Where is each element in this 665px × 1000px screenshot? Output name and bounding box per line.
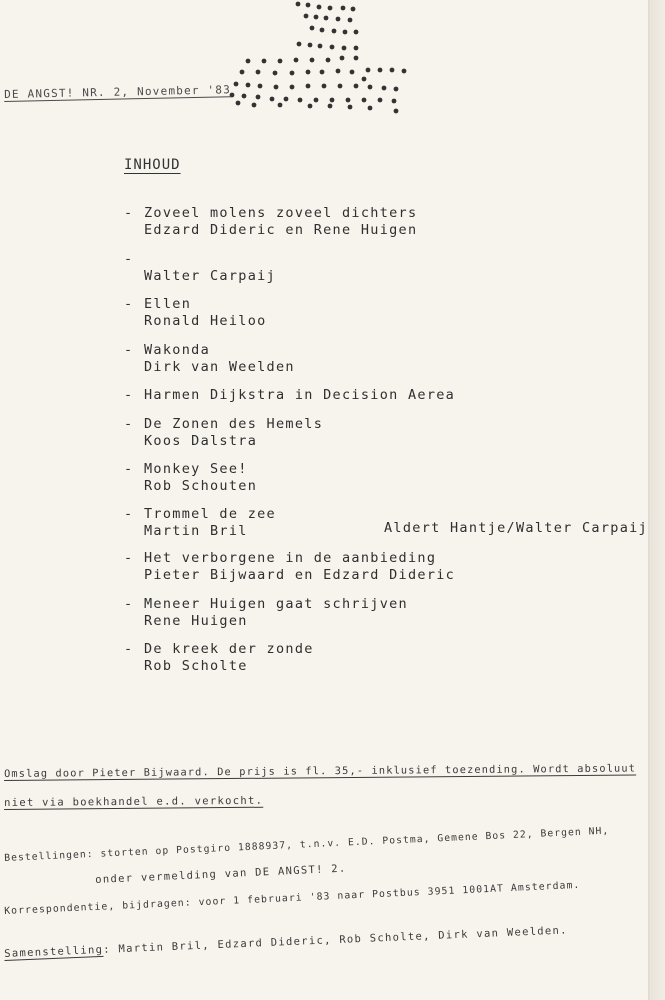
logo-dot [306,84,311,89]
logo-dot [290,85,295,90]
toc-entry: - Meneer Huigen gaat schrijven Rene Huigen [124,596,408,629]
logo-dot [326,58,331,63]
logo-dot [320,28,325,33]
toc-entry: - Monkey See! Rob Schouten [124,461,258,494]
logo-dot [362,77,367,82]
logo-dot [314,15,319,20]
logo-dot [304,14,309,19]
logo-dot [296,2,301,7]
logo-dot [294,58,299,63]
logo-dot [274,85,279,90]
extra-credit: Aldert Hantje/Walter Carpaij [384,520,648,536]
page-edge [651,0,665,1000]
logo-dot [252,103,257,108]
logo-dot [392,99,397,104]
logo-dot [314,98,319,103]
logo-dot [273,71,278,76]
logo-dot [332,29,337,34]
logo-dot [322,84,327,89]
logo-dot [308,43,313,48]
logo-dot [362,98,367,103]
toc-entry: - Zoveel molens zoveel dichters Edzard Dideric en Rene Huigen [124,205,418,238]
logo-dot [368,85,373,90]
logo-dot [348,105,353,110]
toc-entry: - Trommel de zee Martin Bril [124,506,276,539]
logo-dot [236,101,241,106]
logo-dot [343,30,348,35]
logo-dot [394,87,399,92]
logo-dot [341,6,346,11]
logo-dot [278,59,283,64]
logo-dot [354,46,359,51]
logo-dot [368,106,373,111]
toc-entry: - Ellen Ronald Heiloo [124,296,267,329]
logo-dot [317,5,322,10]
toc-entry: - De Zonen des Hemels Koos Dalstra [124,416,324,449]
dotted-angst-logo [220,0,420,115]
correspondence-line: Korrespondentie, bijdragen: voor 1 februari '83 naar Postbus 3951 1001AT Amsterdam. [4,879,581,917]
orders-line-1: Bestellingen: storten op Postgiro 1888937, t.n.v. E.D. Postma, Gemene Bos 22, Bergen NH, [4,825,610,864]
logo-dot [297,42,302,47]
logo-dot [310,58,315,63]
logo-dot [382,86,387,91]
toc-entry: - Walter Carpaij [124,251,276,284]
logo-dot [390,68,395,73]
logo-dot [354,30,359,35]
toc-entry: - Harmen Dijkstra in Decision Aerea [124,387,456,403]
logo-dot [330,45,335,50]
logo-dot [378,98,383,103]
logo-dot [246,83,251,88]
logo-dot [256,95,261,100]
issue-header: DE ANGST! NR. 2, November '83 [4,83,232,101]
toc-title: INHOUD [124,157,181,173]
logo-dot [354,56,359,61]
logo-dot [348,18,353,23]
logo-dot [278,103,283,108]
logo-dot [394,109,399,114]
logo-dot [262,59,267,64]
logo-dot [328,6,333,11]
cover-price-line-1: Omslag door Pieter Bijwaard. De prijs is fl. 35,- inklusief toezending. Wordt absoluut [4,762,637,780]
logo-dot [246,59,251,64]
cover-price-line-2: niet via boekhandel e.d. verkocht. [4,794,264,809]
logo-dot [324,16,329,21]
logo-dot [270,97,275,102]
logo-dot [366,68,371,73]
logo-dot [320,70,325,75]
editors-names: : Martin Bril, Edzard Dideric, Rob Scholte, Dirk van Weelden. [103,924,569,956]
logo-dot [240,70,245,75]
logo-dot [336,69,341,74]
toc-entry: - Het verborgene in de aanbieding Pieter Bijwaard en Edzard Dideric [124,550,456,583]
logo-dot [310,26,315,31]
logo-dot [234,82,239,87]
toc-entry: - De kreek der zonde Rob Scholte [124,641,314,674]
orders-line-2: onder vermelding van DE ANGST! 2. [95,862,347,886]
editors-label: Samenstelling [4,943,104,960]
logo-dot [378,68,383,73]
logo-dot [354,84,359,89]
logo-dot [351,7,356,12]
logo-dot [258,84,263,89]
logo-dot [402,69,407,74]
logo-dot [328,104,333,109]
logo-dot [350,70,355,75]
logo-dot [338,84,343,89]
logo-dot [342,46,347,51]
logo-dot [346,98,351,103]
logo-dot [340,56,345,61]
toc-entry: - Wakonda Dirk van Weelden [124,342,295,375]
logo-dot [306,70,311,75]
logo-dot [336,17,341,22]
logo-dot [318,44,323,49]
logo-dot [242,94,247,99]
logo-dot [306,3,311,8]
logo-dot [298,98,303,103]
logo-dot [308,104,313,109]
logo-dot [330,98,335,103]
logo-dot [284,97,289,102]
logo-dot [256,70,261,75]
logo-dot [290,71,295,76]
